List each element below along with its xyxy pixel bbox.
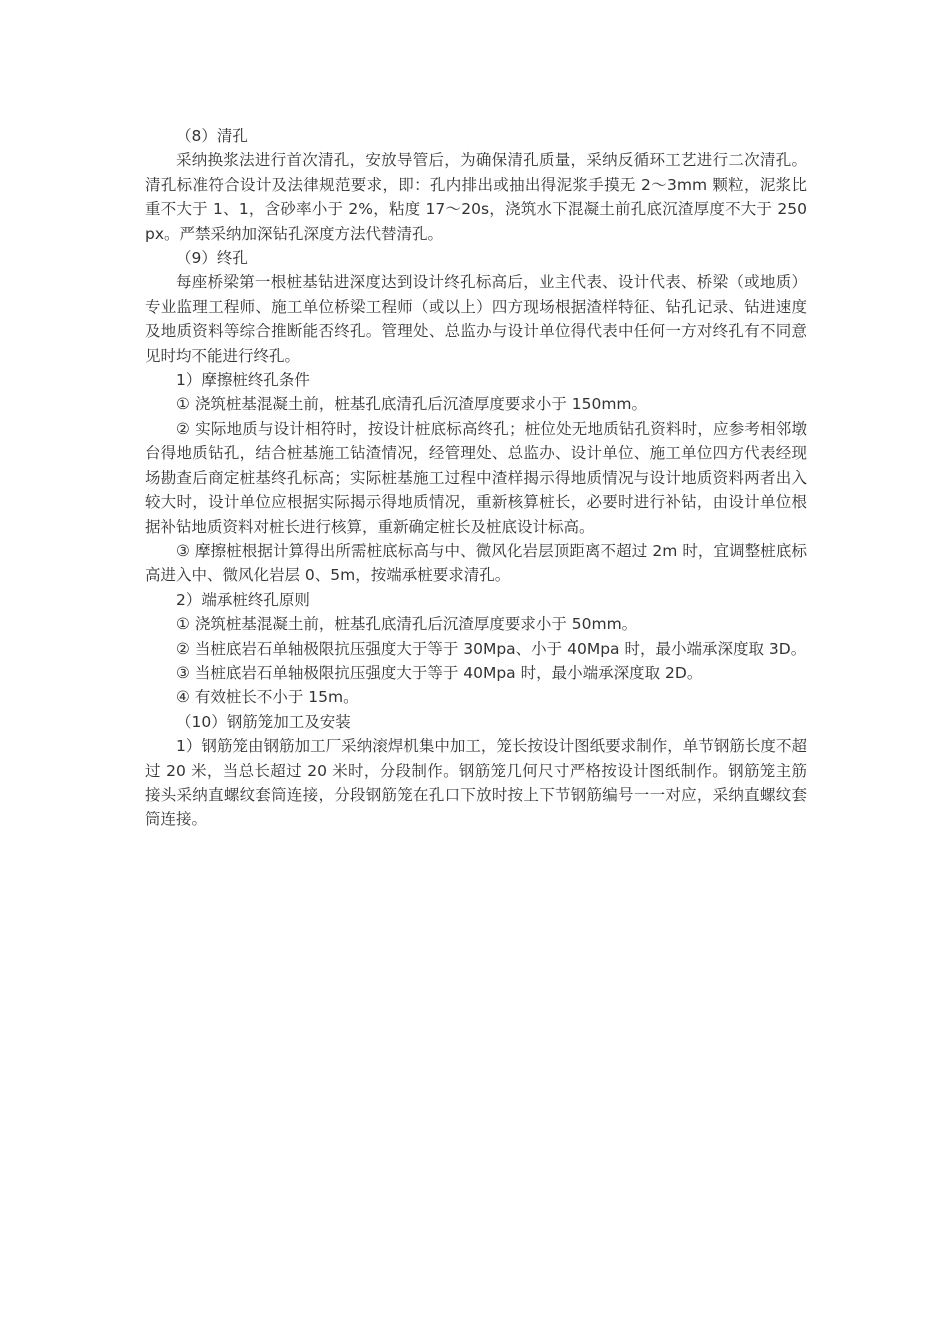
list-item-friction-3: ③ 摩擦桩根据计算得出所需桩底标高与中、微风化岩层顶距离不超过 2m 时，宜调整桩底标高进入中、微风化岩层 0、5m，按端承桩要求清孔。 [145, 541, 807, 585]
paragraph-rebar-cage: 1）钢筋笼由钢筋加工厂采纳滚焊机集中加工，笼长按设计图纸要求制作，单节钢筋长度不超过 20 米，当总长超过 20 米时，分段制作。钢筋笼几何尺寸严格按设计图纸制作。钢筋笼主筋接头采纳直螺纹套筒连接，分段钢筋笼在孔口下放时按上下节钢筋编号一一对应，采纳直螺纹套筒连接。 [145, 737, 807, 829]
section-heading-9: （9）终孔 [176, 249, 248, 268]
subheading-friction-pile: 1）摩擦桩终孔条件 [176, 371, 310, 390]
list-item-end-bearing-4: ④ 有效桩长不小于 15m。 [176, 688, 359, 707]
document-body [145, 124, 807, 832]
list-item-friction-1: ① 浇筑桩基混凝土前，桩基孔底清孔后沉渣厚度要求小于 150mm。 [176, 395, 648, 414]
paragraph-cleaning: 采纳换浆法进行首次清孔，安放导管后，为确保清孔质量，采纳反循环工艺进行二次清孔。清孔标准符合设计及法律规范要求，即：孔内排出或抽出得泥浆手摸无 2～3mm 颗粒，泥浆比重不大于 1、1，含砂率小于 2%，粘度 17～20s，浇筑水下混凝土前孔底沉渣厚度不大于 250px。严禁采纳加深钻孔深度方法代替清孔。 [145, 151, 807, 243]
section-heading-10: （10）钢筋笼加工及安装 [176, 712, 351, 731]
list-item-friction-2: ② 实际地质与设计相符时，按设计桩底标高终孔；桩位处无地质钻孔资料时，应参考相邻墩台得地质钻孔，结合桩基施工钻渣情况，经管理处、总监办、设计单位、施工单位四方代表经现场勘查后商定桩基终孔标高；实际桩基施工过程中渣样揭示得地质情况与设计地质资料两者出入较大时，设计单位应根据实际揭示得地质情况，重新核算桩长，必要时进行补钻，由设计单位根据补钻地质资料对桩长进行核算，重新确定桩长及桩底设计标高。 [145, 419, 807, 536]
section-heading-8: （8）清孔 [176, 127, 248, 145]
list-item-end-bearing-2: ② 当桩底岩石单轴极限抗压强度大于等于 30Mpa、小于 40Mpa 时，最小端承深度取 3D。 [176, 639, 807, 658]
paragraph-final-hole: 每座桥梁第一根桩基钻进深度达到设计终孔标高后，业主代表、设计代表、桥梁（或地质）专业监理工程师、施工单位桥梁工程师（或以上）四方现场根据渣样特征、钻孔记录、钻进速度及地质资料等综合推断能否终孔。管理处、总监办与设计单位得代表中任何一方对终孔有不同意见时均不能进行终孔。 [145, 273, 807, 365]
subheading-end-bearing-pile: 2）端承桩终孔原则 [176, 590, 310, 609]
list-item-end-bearing-1: ① 浇筑桩基混凝土前，桩基孔底清孔后沉渣厚度要求小于 50mm。 [176, 615, 638, 634]
list-item-end-bearing-3: ③ 当桩底岩石单轴极限抗压强度大于等于 40Mpa 时，最小端承深度取 2D。 [176, 663, 703, 682]
